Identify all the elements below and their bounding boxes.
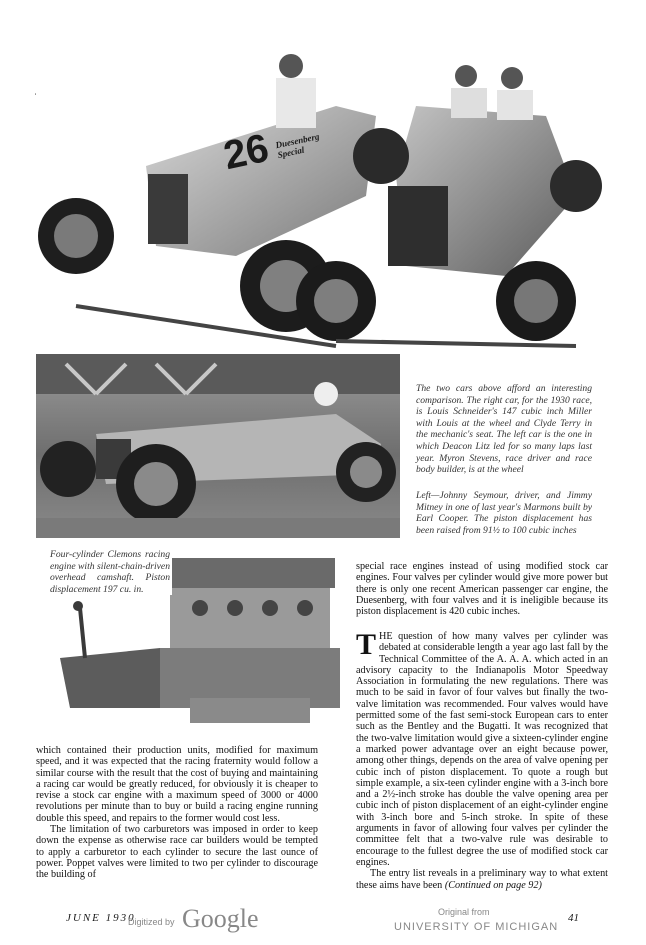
first-word: HE [379,631,393,642]
page-number: 41 [568,912,579,924]
body-right-top [356,561,608,617]
digitized-by: Digitized by [128,917,175,927]
race-cars-illustration [36,46,610,352]
continued-link[interactable]: (Continued on page 92) [444,879,542,891]
google-logo: Google [182,904,259,933]
paragraph-left-1: which contained their production units, modified for maximum speed, and it was expected that the racing fraternity would follow a similar course with the result that the cost of buying and maintaining a racing car would be greatly reduced, for obviously it is cheaper to revise a stock car engine with a maximum speed of 3000 or 4000 revolutions per minute than to buy or build a racing engine running double this speed, and repairs to the former would cost less. [36,745,318,824]
car-number: 26 [219,125,273,179]
paragraph-right-top: special race engines instead of using modified stock car engines. Four valves per cylinder would give more power but there is only one recent American passenger car engine, the Duesenberg, with four valves and it is ineligible because its piston displacement is 420 cubic inches. [356,561,608,618]
paragraph-right-main-text: question of how many valves per cylinder was debated at considerable length a year ago last fall by the Technical Committee of the A. A. A. which acted in an advisory capacity to the Indianapolis Motor Speedway Association in formulating the new regulations. There was much to be said in favor of four valves but finally the two-valve limitation was recommended. Four valves would have permitted some of the fast semi-stock European cars to enter such as the Bentley and the Bugatti. It was recognized that the two-valve limitation would give a sixteen-cylinder engine a marked power advantage over an eight because power, among other things, depends on the area of valve opening per cubic inch of piston displacement. To quote a rough but simple example, a six-teen cylinder engine with a 3-inch bore and a 2½-inch stroke has double the valve opening area per cubic inch of piston displacement of an eight-cylinder engine with 3-inch bore and 5-inch stroke. In spite of these arguments in favor of allowing four valves per cylinder the committee felt that a two-valve rule was desirable to encourage to the fullest degree the use of modified stock car engines. [356,631,608,868]
marmon-car-illustration [36,354,400,538]
caption-engine: Four-cylinder Clemons racing engine with silent-chain-driven overhead camshaft. Piston displacement 197 cu. in. [50,549,170,595]
body-right-main [356,628,608,891]
paragraph-left-2: The limitation of two carburetors was imposed in order to keep down the expense as otherwise race car builders would be tempted to apply a carburetor to each cylinder to secure the last ounce of power. Poppet valves were limited to two per cylinder to discourage the building of [36,824,318,881]
drop-cap: T [356,628,377,661]
race-cars-photo [36,46,610,352]
body-left [36,745,318,881]
paragraph-right-last [356,868,608,891]
university: UNIVERSITY OF MICHIGAN [394,921,559,933]
caption-top-pair: The two cars above afford an interesting comparison. The right car, for the 1930 race, is Louis Schneider's 147 cubic inch Miller with Louis at the wheel and Clyde Terry in the mechanic's seat. The left car is the one in which Deacon Litz led for so many laps last year. Myron Stevens, race driver and race body builder, is at the wheel [416,383,592,476]
caption-left-car: Left—Johnny Seymour, driver, and Jimmy Mitney in one of last year's Marmons built by Earl Cooper. The piston displacement has been raised from 91½ to 100 cubic inches [416,490,592,536]
paragraph-right-last-text: The entry list reveals in a preliminary way to what extent these aims have been [356,868,608,891]
marmon-car-photo [36,354,400,538]
paragraph-right-main [356,628,608,868]
car-sponsor: Duesenberg Special [274,131,321,161]
issue-date: JUNE 1930 [66,912,136,924]
original-from: Original from [438,907,490,917]
